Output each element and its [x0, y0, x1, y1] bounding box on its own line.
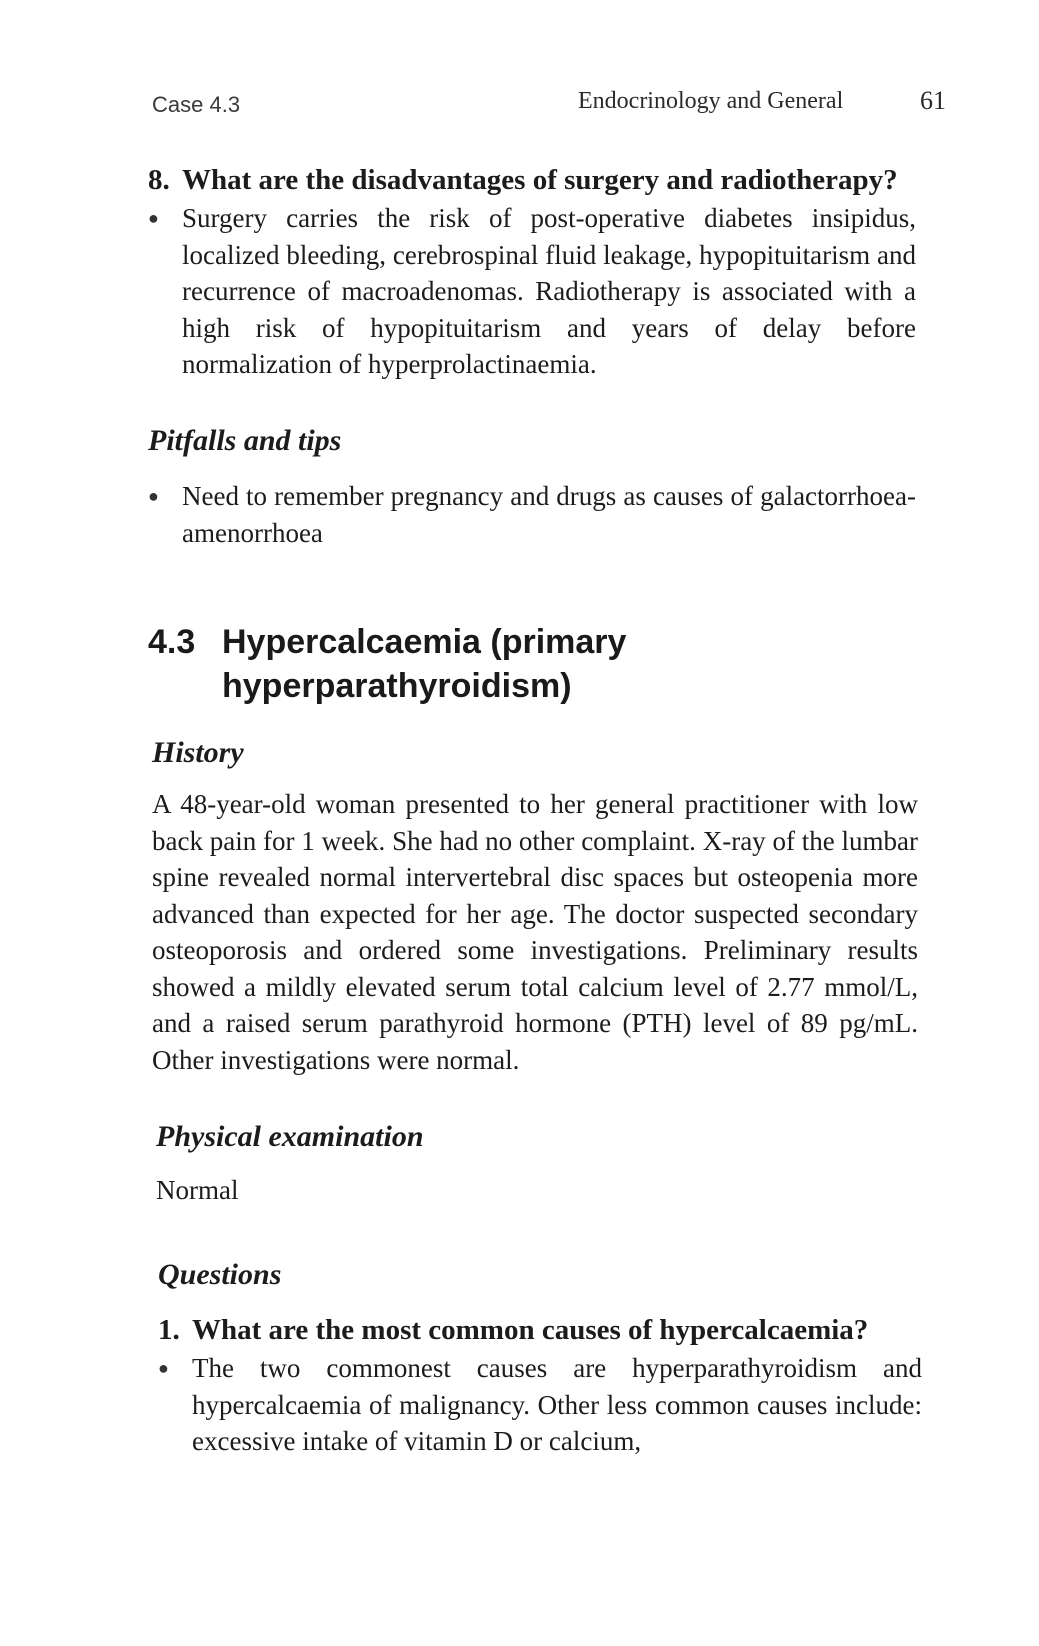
bullet-icon: ● [148, 208, 159, 228]
question-8-heading [148, 162, 916, 198]
question-1-block [158, 1312, 922, 1460]
history-heading: History [152, 736, 244, 769]
question-8-block [148, 162, 916, 383]
section-title [148, 620, 626, 708]
question-text: What are the disadvantages of surgery and radiotherapy? [182, 164, 898, 196]
bullet-icon: ● [158, 1358, 169, 1378]
answer-bullet [158, 1350, 922, 1460]
question-text: What are the most common causes of hypercalcaemia? [192, 1314, 869, 1346]
question-number: 8. [148, 164, 170, 196]
question-number: 1. [158, 1314, 180, 1346]
running-head-chapter: Endocrinology and General [578, 88, 844, 114]
pitfalls-heading: Pitfalls and tips [148, 424, 342, 457]
pitfalls-bullet [148, 478, 916, 551]
answer-text: Surgery carries the risk of post-operative diabetes insipidus, localized bleeding, cerebrospinal fluid leakage, hypopituitarism and recurrence of macroadenomas. Radiotherapy is associated with a high risk of hypopituitarism and years of delay before normalization of hyperprolactinaemia. [182, 203, 916, 379]
question-1-heading [158, 1312, 922, 1348]
section-title-line1: Hypercalcaemia (primary [222, 623, 627, 661]
running-head-case: Case 4.3 [152, 92, 241, 117]
history-text: A 48-year-old woman presented to her general practitioner with low back pain for 1 week. She had no other complaint. X-ray of the lumbar spine revealed normal intervertebral disc spaces but osteopenia more advanced than expected for her age. The doctor suspected secondary osteoporosis and ordered some investigations. Preliminary results showed a mildly elevated serum total calcium level of 2.77 mmol/L, and a raised serum parathyroid hormone (PTH) level of 89 pg/mL. Other investigations were normal. [152, 789, 918, 1075]
physical-examination-heading: Physical examination [156, 1120, 424, 1153]
physical-examination-text: Normal [156, 1175, 239, 1205]
section-title-line2: hyperparathyroidism) [222, 667, 572, 705]
pitfalls-text: Need to remember pregnancy and drugs as causes of galactorrhoea-amenorrhoea [182, 481, 916, 548]
bullet-icon: ● [148, 486, 159, 506]
page-number: 61 [920, 86, 946, 115]
answer-text: The two commonest causes are hyperparathyroidism and hypercalcaemia of malignancy. Other less common causes include: excessive intake of vitamin D or calcium, [192, 1353, 922, 1456]
section-number: 4.3 [148, 623, 196, 661]
answer-bullet [148, 200, 916, 383]
questions-heading: Questions [158, 1258, 282, 1291]
